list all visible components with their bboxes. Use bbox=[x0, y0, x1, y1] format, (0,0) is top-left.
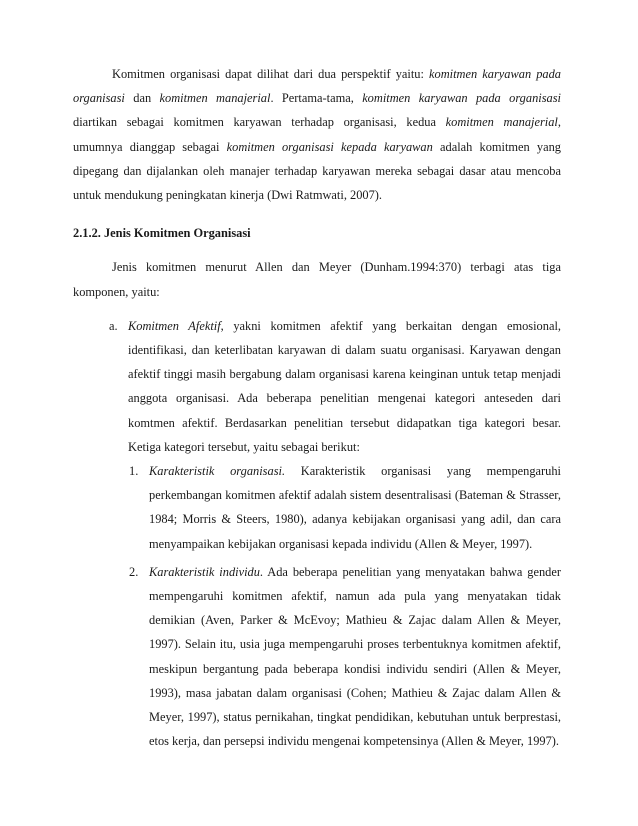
section-heading: 2.1.2. Jenis Komitmen Organisasi bbox=[73, 226, 251, 241]
italic-term: komitmen manajerial bbox=[159, 91, 271, 106]
list-item-a bbox=[73, 314, 561, 459]
text-run: , yakni komitmen afektif yang berkaitan dengan emosional, identifikasi, dan keterlibatan karyawan di dalam suatu organisasi. Karyawan dengan afektif tinggi masih bergabung dalam organisasi karena keinginan untuk tetap menjadi anggota organisasi. Ada beberapa penelitian mengenai kategori anteseden dari komtmen afektif. Berdasarkan penelitian tersebut didapatkan tiga kategori besar. Ketiga kategori tersebut, yaitu sebagai berikut: bbox=[128, 318, 561, 454]
list-item-text bbox=[149, 560, 561, 754]
text-run: Karakteristik organisasi yang mempengaruhi perkembangan komitmen afektif adalah sistem desentralisasi (Bateman & Strasser, 1984; Morris & Steers, 1980), adanya kebijakan organisasi yang adil, dan cara menyampaikan kebijakan organisasi kepada individu (Allen & Meyer, 1997). bbox=[149, 464, 561, 551]
italic-term: Karakteristik individu bbox=[149, 564, 260, 579]
list-marker: 1. bbox=[129, 464, 139, 479]
sub-list-item-2 bbox=[73, 560, 561, 754]
text-run: diartikan sebagai komitmen karyawan terhadap organisasi, kedua bbox=[73, 115, 446, 130]
intro-paragraph bbox=[73, 62, 561, 207]
text-run: Komitmen organisasi dapat dilihat dari dua perspektif yaitu: bbox=[112, 67, 430, 81]
italic-term: komitmen karyawan pada organisasi bbox=[362, 91, 561, 106]
italic-term: Karakteristik organisasi. bbox=[149, 464, 286, 479]
list-item-text bbox=[128, 314, 561, 459]
text-run: . Ada beberapa penelitian yang menyatakan bahwa gender mempengaruhi komitmen afektif, namun ada pula yang menyatakan tidak demikian (Aven, Parker & McEvoy; Mathieu & Zajac dalam Allen & Meyer, 1997). Selain itu, usia juga mempengaruhi proses terbentuknya komitmen afektif, meskipun bergantung pada beberapa kondisi individu sendiri (Allen & Meyer, 1993), masa jabatan dalam organisasi (Cohen; Mathieu & Zajac dalam Allen & Meyer, 1997), status pernikahan, tingkat pendidikan, kebutuhan untuk berprestasi, etos kerja, dan persepsi individu mengenai kompetensinya (Allen & Meyer, 1997). bbox=[149, 564, 561, 749]
text-run: adalah komitmen yang dipegang dan dijalankan oleh manajer terhadap karyawan mereka sebagai dasar atau mencoba untuk mendukung peningkatan kinerja (Dwi Ratmwati, 2007). bbox=[73, 139, 561, 203]
list-marker: 2. bbox=[129, 564, 139, 579]
list-marker: a. bbox=[109, 318, 118, 333]
types-intro-paragraph: Jenis komitmen menurut Allen dan Meyer (Dunham.1994:370) terbagi atas tiga komponen, yaitu: bbox=[73, 260, 561, 299]
text-run: . Pertama-tama, bbox=[270, 91, 363, 106]
italic-term: Komitmen Afektif bbox=[128, 318, 221, 333]
italic-term: komitmen karyawan pada organisasi bbox=[73, 67, 561, 106]
italic-term: komitmen manajerial bbox=[445, 115, 558, 130]
text-run: , umumnya dianggap sebagai bbox=[73, 115, 561, 154]
italic-term: komitmen organisasi kepada karyawan bbox=[226, 139, 433, 154]
text-run: dan bbox=[124, 91, 160, 106]
sub-list-item-1 bbox=[73, 459, 561, 556]
list-item-text bbox=[149, 459, 561, 556]
